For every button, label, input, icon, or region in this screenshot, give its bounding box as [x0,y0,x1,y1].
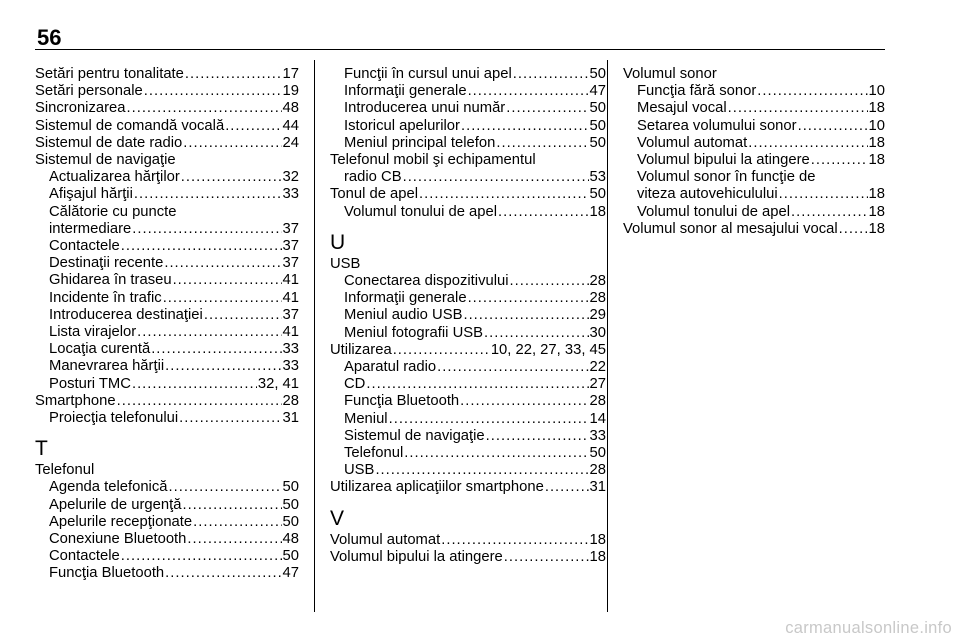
index-entry [35,221,299,238]
index-entry-text: Conexiune Bluetooth [49,531,187,548]
index-entry-page: 18 [589,531,606,548]
dot-leader [181,169,282,186]
index-entry-text: Locaţia curentă [49,341,151,358]
dot-leader [484,325,589,342]
index-entry-text: Volumul bipului la atingere [637,152,810,169]
index-entry-page: 27 [589,376,606,393]
index-entry [330,462,606,479]
index-entry [330,376,606,393]
index-entry [35,186,299,203]
dot-leader [193,514,281,531]
index-entry-text: Afişajul hărţii [49,186,133,203]
index-entry-text: Introducerea destinaţiei [49,306,203,323]
dot-leader [183,135,281,152]
index-column-1 [35,66,299,583]
index-entry-text: Agenda telefonică [49,479,168,496]
index-entry [330,290,606,307]
dot-leader [728,100,868,117]
index-entry [35,238,299,255]
dot-leader [757,83,867,100]
index-entry-page: 50 [282,496,299,513]
dot-leader [463,307,588,324]
index-entry-page: 33 [282,341,299,358]
index-entry [330,135,606,152]
index-entry [35,100,299,117]
index-entry [35,255,299,272]
dot-leader [461,118,589,135]
dot-leader [498,204,589,221]
dot-leader [389,411,589,428]
dot-leader [132,376,257,393]
index-entry-text: Apelurile de urgenţă [49,496,182,513]
index-entry-page: 18 [868,186,885,203]
index-entry-page: 32, 41 [257,375,299,392]
index-entry-text: Meniul principal telefon [344,134,496,151]
index-entry-page: 17 [282,66,299,82]
dot-leader [419,186,589,203]
index-entry-page: 18 [589,548,606,565]
dot-leader [811,152,868,169]
index-entry [330,411,606,428]
index-entry-text: Funcţia Bluetooth [49,565,165,582]
index-entry-page: 33 [282,186,299,203]
index-entry [330,479,606,496]
dot-leader [504,549,589,566]
dot-leader [121,238,282,255]
index-entry-text: Informaţii generale [344,290,467,307]
index-entry-text: Sistemul de comandă vocală [35,117,225,134]
index-entry-page: 18 [589,203,606,220]
index-entry-page: 50 [589,134,606,151]
header-rule [35,49,885,50]
dot-leader [168,479,281,496]
column-divider [607,60,608,612]
index-entry-text: Conectarea dispozitivului [344,273,509,290]
index-entry-text: Informaţii generale [344,83,467,100]
index-entry-text: Volumul automat [330,531,441,548]
index-entry-page: 30 [589,324,606,341]
index-entry-text: CD [344,376,366,393]
index-entry [330,83,606,100]
index-entry-page: 48 [282,100,299,117]
index-entry-text: USB [344,462,375,479]
index-heading: Telefonul [35,462,95,479]
index-entry-text: Contactele [49,548,120,565]
index-entry-text: Meniul fotografii USB [344,324,483,341]
index-entry-text: Istoricul apelurilor [344,117,460,134]
index-entry [330,118,606,135]
index-entry-text: Manevrarea hărţii [49,358,165,375]
dot-leader [798,118,868,135]
index-heading: Volumul sonor [623,66,717,82]
dot-leader [468,83,589,100]
index-entry-text: Sistemul de date radio [35,134,183,151]
watermark: carmanualsonline.info [785,619,952,637]
index-entry [35,118,299,135]
index-entry [35,358,299,375]
index-entry-page: 37 [282,220,299,237]
page-number: 56 [37,25,62,50]
index-entry-page: 18 [868,220,885,237]
index-entry-page: 19 [282,83,299,100]
index-entry-page: 44 [282,117,299,134]
index-entry-text: Posturi TMC [49,375,131,392]
dot-leader [185,66,282,83]
index-heading: Volumul sonor în funcţie de [637,169,816,186]
index-entry-text: radio CB [344,169,402,186]
dot-leader [132,221,281,238]
dot-leader [468,290,589,307]
index-entry-page: 28 [282,392,299,409]
index-entry-page: 18 [868,152,885,169]
dot-leader [403,169,589,186]
index-entry-text: Tonul de apel [330,186,419,203]
index-entry [35,393,299,410]
index-entry [330,186,606,203]
index-entry-page: 32 [282,169,299,186]
dot-leader [375,462,588,479]
dot-leader [839,221,868,238]
index-entry [35,83,299,100]
index-entry-text: Mesajul vocal [637,100,727,117]
index-entry [35,135,299,152]
dot-leader [182,497,281,514]
index-entry-text: Volumul tonului de apel [637,203,791,220]
index-entry-text: Incidente în trafic [49,289,162,306]
index-entry-text: Aparatul radio [344,359,437,376]
index-entry [330,549,606,566]
dot-leader [460,393,588,410]
index-entry-text: Lista virajelor [49,324,137,341]
index-entry [35,531,299,548]
index-entry-page: 28 [589,462,606,479]
index-entry-page: 28 [589,393,606,410]
dot-leader [137,324,281,341]
dot-leader [225,118,281,135]
index-entry-page: 37 [282,306,299,323]
index-entry [330,393,606,410]
index-entry [623,118,885,135]
dot-leader [126,100,281,117]
index-entry-text: Apelurile recepţionate [49,513,193,530]
index-entry-page: 31 [589,479,606,496]
index-heading: Sistemul de navigaţie [35,152,176,169]
index-entry-text: Meniul audio USB [344,307,463,324]
index-entry [623,135,885,152]
index-entry-text: Setări personale [35,83,143,100]
index-entry-text: Setarea volumului sonor [637,117,797,134]
index-entry-page: 18 [868,134,885,151]
index-entry-text: Volumul sonor al mesajului vocal [623,220,838,237]
index-entry-text: Volumul automat [637,134,748,151]
index-entry-page: 41 [282,289,299,306]
index-entry-text: Contactele [49,238,120,255]
index-entry-page: 28 [589,290,606,307]
index-entry-page: 50 [589,66,606,82]
index-entry-text: Destinaţii recente [49,255,164,272]
dot-leader [510,273,589,290]
index-entry [35,341,299,358]
index-entry [35,410,299,427]
dot-leader [179,410,281,427]
index-entry-text: Funcţia fără sonor [637,83,757,100]
index-entry-page: 18 [868,100,885,117]
dot-leader [486,428,589,445]
index-entry [35,479,299,496]
dot-leader [791,204,868,221]
index-entry [623,100,885,117]
index-entry [35,497,299,514]
index-entry-page: 31 [282,410,299,427]
index-entry [35,307,299,324]
index-letter-heading: V [330,506,345,530]
dot-leader [121,548,282,565]
index-entry-text: Utilizarea aplicaţiilor smartphone [330,479,544,496]
index-entry-page: 37 [282,255,299,272]
index-entry-page: 24 [282,134,299,151]
index-entry [623,152,885,169]
index-entry-text: Setări pentru tonalitate [35,66,184,82]
dot-leader [779,186,868,203]
index-entry [330,359,606,376]
index-entry-text: Funcţii în cursul unui apel [344,66,512,82]
index-entry [330,66,606,83]
index-heading: Călătorie cu puncte [49,203,177,220]
index-entry-text: Volumul bipului la atingere [330,548,503,565]
index-heading: USB [330,255,361,272]
index-entry-text: Proiecţia telefonului [49,410,179,427]
dot-leader [165,358,281,375]
dot-leader [163,290,282,307]
index-entry [623,186,885,203]
index-entry-page: 33 [282,358,299,375]
index-entry [35,376,299,393]
index-entry-text: Smartphone [35,392,116,409]
index-heading: Telefonul mobil şi echipamentul [330,152,536,169]
index-entry [35,565,299,582]
index-entry-text: Sincronizarea [35,100,126,117]
index-entry-page: 47 [589,83,606,100]
index-entry-page: 10 [868,117,885,134]
index-entry [330,169,606,186]
index-entry [35,290,299,307]
index-entry [330,100,606,117]
dot-leader [173,272,282,289]
index-entry [330,342,606,359]
dot-leader [187,531,281,548]
dot-leader [404,445,588,462]
index-entry-page: 29 [589,307,606,324]
dot-leader [393,342,490,359]
index-entry-page: 50 [589,100,606,117]
dot-leader [506,100,588,117]
index-entry-page: 41 [282,272,299,289]
dot-leader [117,393,282,410]
index-entry [330,428,606,445]
dot-leader [144,83,282,100]
index-entry [623,204,885,221]
index-entry-page: 22 [589,359,606,376]
index-entry [623,83,885,100]
index-entry-text: Meniul [344,410,388,427]
index-entry [35,66,299,83]
dot-leader [165,565,281,582]
index-entry-page: 41 [282,324,299,341]
dot-leader [366,376,588,393]
dot-leader [496,135,588,152]
index-entry-page: 47 [282,565,299,582]
index-entry-page: 50 [589,445,606,462]
dot-leader [748,135,867,152]
index-entry-text: Volumul tonului de apel [344,203,498,220]
index-entry-page: 10 [868,83,885,100]
index-entry-page: 50 [282,548,299,565]
index-entry-text: Introducerea unui număr [344,100,506,117]
index-entry-page: 50 [282,513,299,530]
index-entry [35,514,299,531]
index-entry [330,532,606,549]
index-entry-page: 50 [589,117,606,134]
index-entry-page: 50 [282,479,299,496]
column-divider [314,60,315,612]
dot-leader [437,359,588,376]
index-entry-page: 50 [589,186,606,203]
index-entry [35,169,299,186]
index-entry-page: 37 [282,238,299,255]
index-entry-page: 10, 22, 27, 33, 45 [490,341,606,358]
dot-leader [164,255,281,272]
index-entry-text: intermediare [49,220,132,237]
index-entry-text: Actualizarea hărţilor [49,169,180,186]
index-entry-page: 14 [589,410,606,427]
index-letter-heading: U [330,230,346,254]
dot-leader [513,66,589,83]
index-entry [623,221,885,238]
index-entry-text: Funcţia Bluetooth [344,393,460,410]
dot-leader [204,307,282,324]
index-entry-text: Telefonul [344,445,404,462]
index-entry [330,325,606,342]
index-entry [35,324,299,341]
index-entry-page: 18 [868,203,885,220]
dot-leader [441,532,588,549]
index-column-3 [623,66,885,238]
index-entry-page: 33 [589,427,606,444]
index-column-2 [330,66,606,566]
index-entry [35,548,299,565]
index-entry-text: viteza autovehiculului [637,186,778,203]
index-entry [330,445,606,462]
dot-leader [151,341,281,358]
index-entry-page: 48 [282,531,299,548]
index-entry-text: Sistemul de navigaţie [344,427,485,444]
index-entry-page: 28 [589,273,606,290]
index-entry [35,272,299,289]
dot-leader [134,186,282,203]
index-entry [330,307,606,324]
index-entry-text: Utilizarea [330,341,392,358]
index-entry-page: 53 [589,169,606,186]
index-entry-text: Ghidarea în traseu [49,272,172,289]
index-letter-heading: T [35,437,48,461]
dot-leader [545,479,589,496]
index-entry [330,273,606,290]
index-entry [330,204,606,221]
